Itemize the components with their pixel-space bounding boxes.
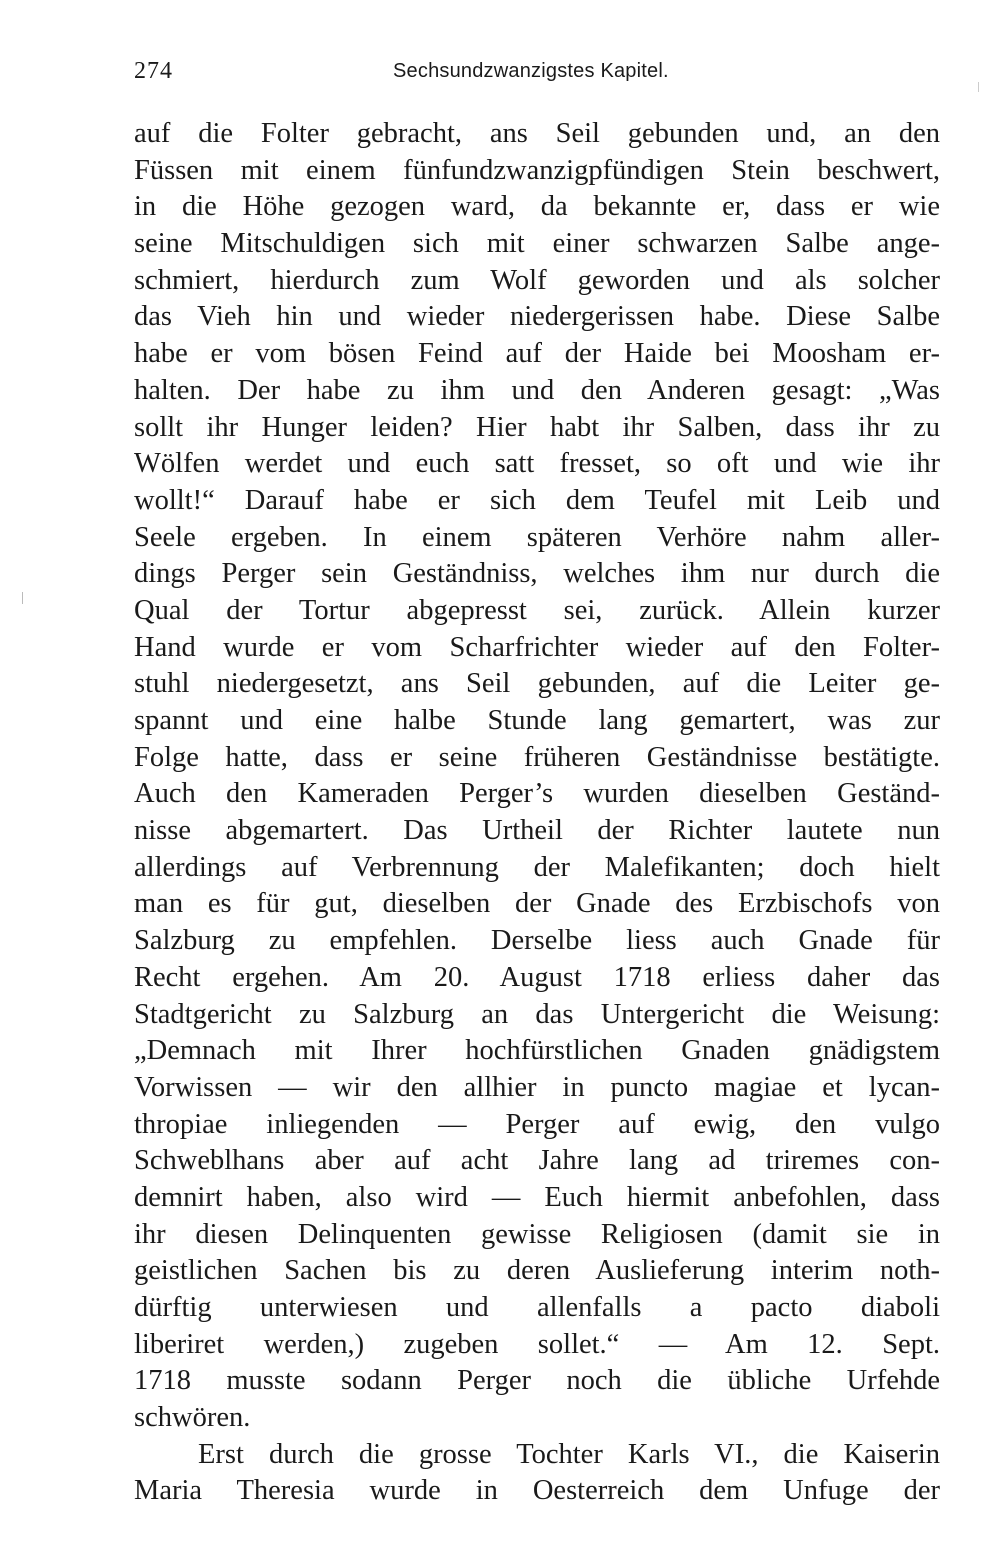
text-line: nisse abgemartert. Das Urtheil der Richter lautete nun xyxy=(134,815,940,847)
text-line: Erst durch die grosse Tochter Karls VI., die Kaiserin xyxy=(198,1438,940,1470)
text-line: Stadtgericht zu Salzburg an das Untergericht die Weisung: xyxy=(134,998,940,1030)
margin-mark xyxy=(22,592,23,604)
text-line: auf die Folter gebracht, ans Seil gebunden und, an den xyxy=(134,118,940,149)
text-line: halten. Der habe zu ihm und den Anderen gesagt: „Was xyxy=(134,374,940,406)
text-line: allerdings auf Verbrennung der Malefikanten; doch hielt xyxy=(134,851,940,883)
text-line: sollt ihr Hunger leiden? Hier habt ihr Salben, dass ihr zu xyxy=(134,411,940,443)
text-line: Seele ergeben. In einem späteren Verhöre nahm aller- xyxy=(134,521,940,553)
text-line: habe er vom bösen Feind auf der Haide bei Moosham er- xyxy=(134,338,940,370)
margin-mark-right xyxy=(978,82,979,92)
text-line: 1718 musste sodann Perger noch die übliche Urfehde xyxy=(134,1365,940,1397)
text-line: dürftig unterwiesen und allenfalls a pacto diaboli xyxy=(134,1292,940,1323)
text-line: Schweblhans aber auf acht Jahre lang ad triremes con- xyxy=(134,1145,940,1177)
text-line: seine Mitschuldigen sich mit einer schwarzen Salbe ange- xyxy=(134,228,940,260)
text-line: Füssen mit einem fünfundzwanzigpfündigen Stein beschwert, xyxy=(134,154,940,186)
page-number: 274 xyxy=(134,58,173,84)
text-line: in die Höhe gezogen ward, da bekannte er, dass er wie xyxy=(134,191,940,223)
running-head: Sechsundzwanzigstes Kapitel. xyxy=(393,60,669,82)
text-line: Auch den Kameraden Perger’s wurden dieselben Geständ- xyxy=(134,778,940,810)
text-line: geistlichen Sachen bis zu deren Auslieferung interim noth- xyxy=(134,1255,940,1287)
text-line: das Vieh hin und wieder niedergerissen habe. Diese Salbe xyxy=(134,301,940,333)
text-line: liberiret werden,) zugeben sollet.“ — Am 12. Sept. xyxy=(134,1328,940,1360)
text-line: thropiae inliegenden — Perger auf ewig, den vulgo xyxy=(134,1108,940,1140)
body-text xyxy=(134,116,940,1510)
text-line: Salzburg zu empfehlen. Derselbe liess auch Gnade für xyxy=(134,925,940,957)
text-line: schmiert, hierdurch zum Wolf geworden und als solcher xyxy=(134,264,940,296)
text-line: demnirt haben, also wird — Euch hiermit anbefohlen, dass xyxy=(134,1181,940,1213)
text-line: Recht ergehen. Am 20. August 1718 erliess daher das xyxy=(134,961,940,993)
text-line: man es für gut, dieselben der Gnade des Erzbischofs von xyxy=(134,888,940,920)
text-line: stuhl niedergesetzt, ans Seil gebunden, auf die Leiter ge- xyxy=(134,668,940,700)
text-line: Folge hatte, dass er seine früheren Geständnisse bestätigte. xyxy=(134,741,940,773)
text-line: Wölfen werdet und euch satt fresset, so oft und wie ihr xyxy=(134,448,940,480)
text-line: wollt!“ Darauf habe er sich dem Teufel mit Leib und xyxy=(134,484,940,516)
text-line: ihr diesen Delinquenten gewisse Religiosen (damit sie in xyxy=(134,1218,940,1250)
text-line: Vorwissen — wir den allhier in puncto magiae et lycan- xyxy=(134,1071,940,1103)
text-line: Hand wurde er vom Scharfrichter wieder auf den Folter- xyxy=(134,631,940,663)
text-line: Qual der Tortur abgepresst sei, zurück. Allein kurzer xyxy=(134,594,940,626)
text-line: schwören. xyxy=(134,1402,251,1434)
text-line: dings Perger sein Geständniss, welches ihm nur durch die xyxy=(134,558,940,590)
text-line: Maria Theresia wurde in Oesterreich dem Unfuge der xyxy=(134,1475,940,1507)
text-line: „Demnach mit Ihrer hochfürstlichen Gnaden gnädigstem xyxy=(134,1035,940,1067)
text-line: spannt und eine halbe Stunde lang gemartert, was zur xyxy=(134,705,940,736)
